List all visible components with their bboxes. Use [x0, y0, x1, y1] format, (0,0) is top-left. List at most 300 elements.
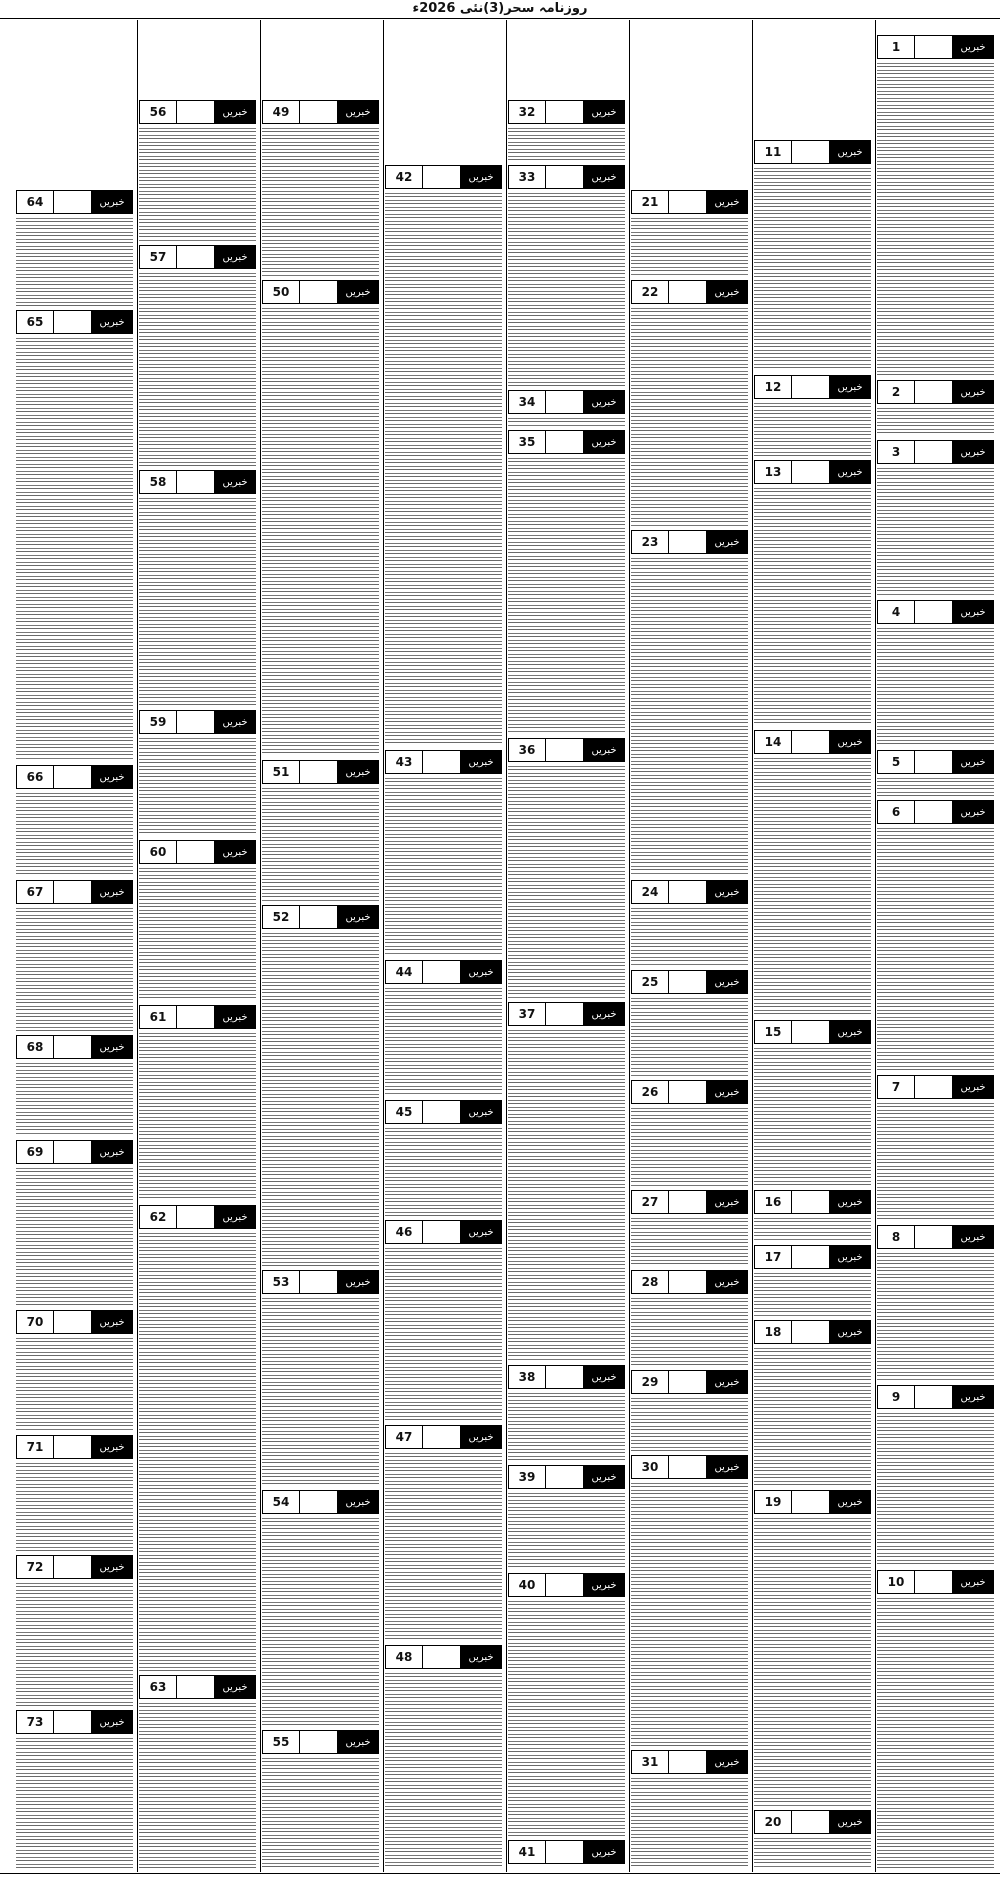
page-footer: [0, 1873, 1000, 1882]
badge-spacer: [176, 101, 215, 123]
item-number-badge: [877, 600, 994, 624]
article-text-block: [262, 308, 379, 756]
badge-spacer: [53, 766, 92, 788]
item-label: خبریں: [707, 1191, 747, 1213]
news-item-badge: [385, 1220, 502, 1244]
item-number: 45: [395, 1105, 413, 1119]
item-number: 66: [26, 770, 44, 784]
news-item-badge: [385, 1645, 502, 1669]
badge-spacer: [422, 1221, 461, 1243]
news-column: [752, 20, 873, 1872]
item-number-badge: [877, 1570, 994, 1594]
item-label: خبریں: [92, 881, 132, 903]
article-text-block: [508, 458, 625, 734]
news-columns: [0, 20, 1000, 1872]
news-item-badge: [16, 1710, 133, 1734]
item-number: 54: [272, 1495, 290, 1509]
item-label: خبریں: [707, 1456, 747, 1478]
item-label: خبریں: [215, 1206, 255, 1228]
item-number: 50: [272, 285, 290, 299]
article-text-block: [631, 1778, 748, 1868]
item-label: خبریں: [707, 531, 747, 553]
item-number-badge: [754, 1320, 871, 1344]
item-label: خبریں: [953, 751, 993, 773]
news-item-badge: [754, 1490, 871, 1514]
article-text-block: [877, 1103, 994, 1221]
badge-spacer: [53, 1436, 92, 1458]
item-number: 23: [641, 535, 659, 549]
item-number: 8: [891, 1230, 901, 1244]
badge-spacer: [545, 1466, 584, 1488]
item-number-badge: [754, 1245, 871, 1269]
item-label: خبریں: [707, 1081, 747, 1103]
item-number-badge: [139, 710, 256, 734]
item-label: خبریں: [584, 1003, 624, 1025]
item-label: خبریں: [707, 881, 747, 903]
article-text-block: [139, 868, 256, 1001]
badge-spacer: [545, 1366, 584, 1388]
item-number-badge: [16, 1435, 133, 1459]
item-label: خبریں: [461, 1646, 501, 1668]
news-item-badge: [508, 430, 625, 454]
article-text-block: [139, 128, 256, 241]
column-separator: [629, 20, 630, 1872]
badge-spacer: [422, 1101, 461, 1123]
item-label: خبریں: [92, 1036, 132, 1058]
item-label: خبریں: [338, 1271, 378, 1293]
item-number-badge: [385, 1645, 502, 1669]
article-text-block: [508, 1030, 625, 1361]
item-number-badge: [877, 1225, 994, 1249]
item-number: 16: [764, 1195, 782, 1209]
item-label: خبریں: [215, 841, 255, 863]
item-number: 9: [891, 1390, 901, 1404]
badge-spacer: [791, 1811, 830, 1833]
item-number-badge: [877, 380, 994, 404]
item-number: 31: [641, 1755, 659, 1769]
article-text-block: [16, 793, 133, 876]
news-item-badge: [754, 1245, 871, 1269]
item-label: خبریں: [953, 601, 993, 623]
article-text-block: [508, 193, 625, 386]
article-text-block: [877, 408, 994, 436]
news-item-badge: [508, 1002, 625, 1026]
news-item-badge: [508, 100, 625, 124]
item-label: خبریں: [953, 36, 993, 58]
article-text-block: [16, 1738, 133, 1868]
news-item-badge: [508, 738, 625, 762]
item-label: خبریں: [584, 1841, 624, 1863]
item-number-badge: [631, 190, 748, 214]
item-number-badge: [139, 1005, 256, 1029]
article-text-block: [754, 758, 871, 1016]
article-text-block: [262, 128, 379, 276]
badge-spacer: [668, 1271, 707, 1293]
item-number-badge: [139, 245, 256, 269]
article-text-block: [139, 738, 256, 836]
badge-spacer: [422, 751, 461, 773]
item-number-badge: [508, 1365, 625, 1389]
item-label: خبریں: [461, 1426, 501, 1448]
news-item-badge: [631, 190, 748, 214]
item-label: خبریں: [338, 761, 378, 783]
item-label: خبریں: [584, 1366, 624, 1388]
article-text-block: [754, 1838, 871, 1868]
article-text-block: [754, 1218, 871, 1241]
item-number: 2: [891, 385, 901, 399]
item-label: خبریں: [830, 1021, 870, 1043]
badge-spacer: [545, 431, 584, 453]
item-label: خبریں: [461, 961, 501, 983]
news-item-badge: [262, 280, 379, 304]
item-number-badge: [877, 750, 994, 774]
news-column: [137, 20, 258, 1872]
news-item-badge: [16, 1140, 133, 1164]
badge-spacer: [668, 1371, 707, 1393]
badge-spacer: [545, 166, 584, 188]
news-item-badge: [139, 470, 256, 494]
item-number: 11: [764, 145, 782, 159]
article-text-block: [16, 908, 133, 1031]
item-number: 13: [764, 465, 782, 479]
badge-spacer: [299, 1491, 338, 1513]
item-number-badge: [16, 1555, 133, 1579]
news-item-badge: [754, 1020, 871, 1044]
item-number: 4: [891, 605, 901, 619]
news-item-badge: [508, 1465, 625, 1489]
news-item-badge: [16, 880, 133, 904]
item-number-badge: [508, 430, 625, 454]
item-number: 17: [764, 1250, 782, 1264]
item-number: 33: [518, 170, 536, 184]
item-number-badge: [508, 100, 625, 124]
article-text-block: [16, 1063, 133, 1136]
item-label: خبریں: [461, 1101, 501, 1123]
badge-spacer: [299, 1731, 338, 1753]
article-text-block: [877, 778, 994, 796]
item-number: 48: [395, 1650, 413, 1664]
item-label: خبریں: [584, 101, 624, 123]
item-label: خبریں: [92, 1436, 132, 1458]
news-item-badge: [631, 1270, 748, 1294]
news-column: [14, 20, 135, 1872]
item-number: 3: [891, 445, 901, 459]
article-text-block: [754, 1518, 871, 1806]
item-number-badge: [631, 280, 748, 304]
article-text-block: [139, 498, 256, 706]
item-number-badge: [16, 1035, 133, 1059]
item-label: خبریں: [830, 1811, 870, 1833]
article-text-block: [385, 1128, 502, 1216]
badge-spacer: [299, 761, 338, 783]
article-text-block: [631, 908, 748, 966]
item-label: خبریں: [953, 1571, 993, 1593]
item-number-badge: [385, 960, 502, 984]
item-number-badge: [139, 1675, 256, 1699]
item-number-badge: [385, 165, 502, 189]
article-text-block: [754, 488, 871, 726]
article-text-block: [385, 1453, 502, 1641]
item-number: 73: [26, 1715, 44, 1729]
news-item-badge: [877, 380, 994, 404]
article-text-block: [508, 766, 625, 998]
item-number-badge: [262, 1490, 379, 1514]
news-item-badge: [877, 440, 994, 464]
badge-spacer: [176, 471, 215, 493]
article-text-block: [385, 1248, 502, 1421]
item-label: خبریں: [92, 1311, 132, 1333]
item-number: 67: [26, 885, 44, 899]
item-number-badge: [262, 760, 379, 784]
news-item-badge: [385, 165, 502, 189]
badge-spacer: [545, 739, 584, 761]
badge-spacer: [791, 461, 830, 483]
item-number: 34: [518, 395, 536, 409]
item-number: 26: [641, 1085, 659, 1099]
item-number: 62: [149, 1210, 167, 1224]
news-item-badge: [877, 600, 994, 624]
item-label: خبریں: [215, 1006, 255, 1028]
item-label: خبریں: [461, 1221, 501, 1243]
badge-spacer: [176, 841, 215, 863]
item-number-badge: [508, 738, 625, 762]
item-number-badge: [877, 1385, 994, 1409]
item-number-badge: [631, 880, 748, 904]
item-number-badge: [262, 1730, 379, 1754]
item-number: 1: [891, 40, 901, 54]
item-number-badge: [262, 1270, 379, 1294]
item-number-badge: [16, 310, 133, 334]
article-text-block: [631, 1108, 748, 1186]
news-item-badge: [508, 1840, 625, 1864]
news-item-badge: [631, 1370, 748, 1394]
item-label: خبریں: [584, 391, 624, 413]
item-label: خبریں: [953, 801, 993, 823]
item-number-badge: [754, 140, 871, 164]
badge-spacer: [668, 531, 707, 553]
item-label: خبریں: [830, 731, 870, 753]
item-label: خبریں: [953, 441, 993, 463]
news-item-badge: [16, 765, 133, 789]
news-item-badge: [877, 35, 994, 59]
item-number-badge: [16, 1140, 133, 1164]
article-text-block: [631, 1218, 748, 1266]
badge-spacer: [53, 881, 92, 903]
column-separator: [752, 20, 753, 1872]
item-number-badge: [508, 1573, 625, 1597]
article-text-block: [508, 1393, 625, 1461]
item-label: خبریں: [461, 751, 501, 773]
item-label: خبریں: [584, 166, 624, 188]
item-number-badge: [754, 1190, 871, 1214]
news-column: [383, 20, 504, 1872]
article-text-block: [139, 1703, 256, 1868]
news-item-badge: [16, 190, 133, 214]
item-number: 61: [149, 1010, 167, 1024]
item-number-badge: [754, 1020, 871, 1044]
badge-spacer: [299, 281, 338, 303]
item-number: 19: [764, 1495, 782, 1509]
item-number: 20: [764, 1815, 782, 1829]
item-label: خبریں: [215, 1676, 255, 1698]
item-number: 46: [395, 1225, 413, 1239]
item-number-badge: [631, 1370, 748, 1394]
article-text-block: [262, 1298, 379, 1486]
badge-spacer: [53, 1556, 92, 1578]
item-number-badge: [385, 1425, 502, 1449]
item-label: خبریں: [830, 376, 870, 398]
badge-spacer: [668, 1456, 707, 1478]
news-item-badge: [754, 730, 871, 754]
article-text-block: [508, 1493, 625, 1569]
article-text-block: [16, 338, 133, 761]
news-item-badge: [508, 1573, 625, 1597]
item-number: 36: [518, 743, 536, 757]
item-number-badge: [631, 1190, 748, 1214]
item-number-badge: [139, 840, 256, 864]
item-number: 59: [149, 715, 167, 729]
news-item-badge: [262, 760, 379, 784]
article-text-block: [385, 778, 502, 956]
badge-spacer: [914, 601, 953, 623]
article-text-block: [631, 998, 748, 1076]
news-item-badge: [631, 1190, 748, 1214]
item-number-badge: [508, 1840, 625, 1864]
news-item-badge: [754, 1810, 871, 1834]
item-label: خبریں: [215, 471, 255, 493]
item-number: 60: [149, 845, 167, 859]
item-label: خبریں: [953, 1226, 993, 1248]
item-number: 32: [518, 105, 536, 119]
item-number-badge: [877, 1075, 994, 1099]
news-item-badge: [877, 1385, 994, 1409]
item-number-badge: [877, 35, 994, 59]
item-number: 10: [887, 1575, 905, 1589]
item-label: خبریں: [338, 1491, 378, 1513]
item-label: خبریں: [584, 431, 624, 453]
article-text-block: [385, 193, 502, 746]
item-number-badge: [754, 1490, 871, 1514]
badge-spacer: [53, 1141, 92, 1163]
item-number: 30: [641, 1460, 659, 1474]
item-number: 68: [26, 1040, 44, 1054]
item-number: 44: [395, 965, 413, 979]
item-label: خبریں: [215, 101, 255, 123]
article-text-block: [877, 628, 994, 746]
item-number: 69: [26, 1145, 44, 1159]
item-number-badge: [139, 100, 256, 124]
item-number-badge: [631, 1270, 748, 1294]
item-number: 7: [891, 1080, 901, 1094]
article-text-block: [877, 1413, 994, 1566]
item-number-badge: [16, 1710, 133, 1734]
news-item-badge: [262, 1270, 379, 1294]
badge-spacer: [914, 1076, 953, 1098]
item-number-badge: [262, 280, 379, 304]
item-label: خبریں: [92, 1711, 132, 1733]
badge-spacer: [299, 1271, 338, 1293]
article-text-block: [385, 988, 502, 1096]
article-text-block: [631, 308, 748, 526]
item-number: 15: [764, 1025, 782, 1039]
item-label: خبریں: [830, 1246, 870, 1268]
article-text-block: [631, 218, 748, 276]
item-label: خبریں: [830, 1321, 870, 1343]
badge-spacer: [422, 1646, 461, 1668]
article-text-block: [631, 1483, 748, 1746]
column-separator: [383, 20, 384, 1872]
item-label: خبریں: [461, 166, 501, 188]
badge-spacer: [791, 731, 830, 753]
item-label: خبریں: [584, 1574, 624, 1596]
item-number: 41: [518, 1845, 536, 1859]
news-item-badge: [262, 905, 379, 929]
item-label: خبریں: [338, 281, 378, 303]
news-item-badge: [139, 710, 256, 734]
item-label: خبریں: [830, 141, 870, 163]
news-item-badge: [262, 100, 379, 124]
item-label: خبریں: [830, 1191, 870, 1213]
item-number-badge: [877, 440, 994, 464]
item-label: خبریں: [92, 766, 132, 788]
news-item-badge: [16, 1435, 133, 1459]
badge-spacer: [791, 376, 830, 398]
item-number-badge: [754, 460, 871, 484]
news-item-badge: [631, 880, 748, 904]
item-number-badge: [631, 1080, 748, 1104]
news-item-badge: [631, 530, 748, 554]
article-text-block: [262, 1758, 379, 1868]
news-column: [875, 20, 996, 1872]
item-label: خبریں: [707, 191, 747, 213]
badge-spacer: [791, 1191, 830, 1213]
item-number: 51: [272, 765, 290, 779]
badge-spacer: [791, 1021, 830, 1043]
badge-spacer: [176, 246, 215, 268]
news-item-badge: [139, 245, 256, 269]
news-item-badge: [16, 310, 133, 334]
item-number-badge: [16, 1310, 133, 1334]
item-number: 27: [641, 1195, 659, 1209]
column-separator: [137, 20, 138, 1872]
badge-spacer: [914, 1386, 953, 1408]
badge-spacer: [914, 801, 953, 823]
news-item-badge: [631, 970, 748, 994]
news-item-badge: [262, 1490, 379, 1514]
item-number: 21: [641, 195, 659, 209]
badge-spacer: [668, 881, 707, 903]
item-number: 53: [272, 1275, 290, 1289]
news-item-badge: [16, 1035, 133, 1059]
badge-spacer: [176, 711, 215, 733]
badge-spacer: [668, 1751, 707, 1773]
column-separator: [875, 20, 876, 1872]
article-text-block: [139, 273, 256, 466]
article-text-block: [754, 1273, 871, 1316]
badge-spacer: [791, 141, 830, 163]
badge-spacer: [53, 1311, 92, 1333]
item-number-badge: [16, 190, 133, 214]
badge-spacer: [545, 1841, 584, 1863]
item-label: خبریں: [707, 971, 747, 993]
item-number: 65: [26, 315, 44, 329]
item-number: 28: [641, 1275, 659, 1289]
news-item-badge: [754, 1190, 871, 1214]
item-number-badge: [631, 1455, 748, 1479]
article-text-block: [16, 1463, 133, 1551]
item-label: خبریں: [338, 1731, 378, 1753]
item-number: 6: [891, 805, 901, 819]
